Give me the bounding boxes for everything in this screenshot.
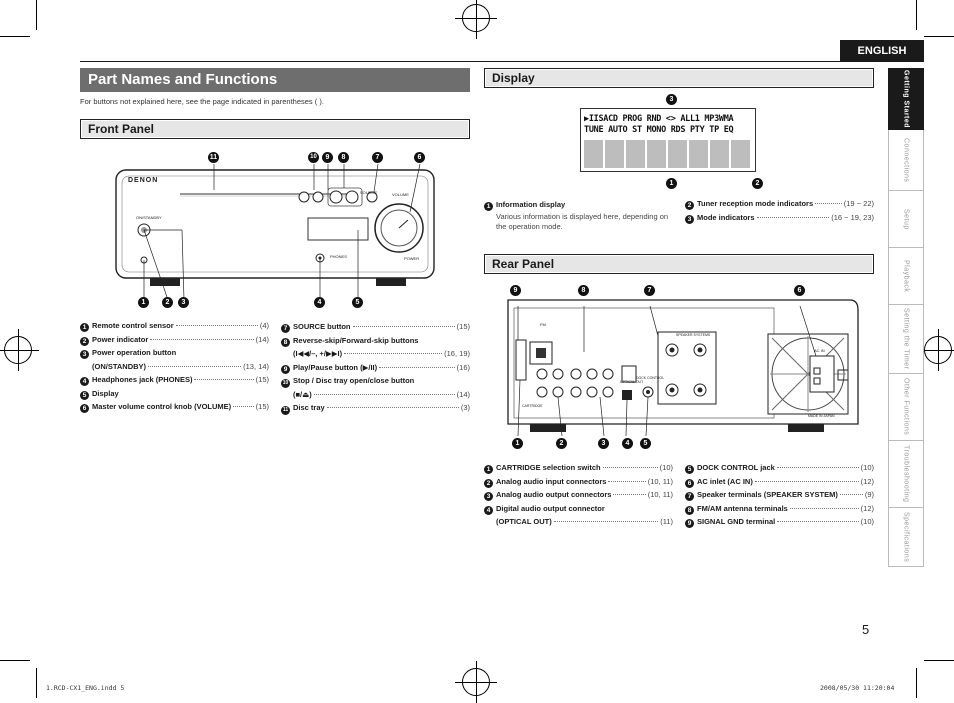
list-item: (■/⏏) (14) (293, 389, 470, 399)
list-item: 2 Tuner reception mode indicators (19 ~ 22) (685, 197, 874, 211)
display-heading: Display (484, 68, 874, 88)
power-label: POWER (404, 256, 420, 261)
list-item: 2 Power indicator (14) (80, 333, 269, 347)
callout-9: 9 (510, 285, 521, 296)
list-item: 1 CARTRIDGE selection switch (10) (484, 461, 673, 475)
side-tabs (888, 68, 924, 567)
callout-6: 6 (794, 285, 805, 296)
crop-mark (924, 660, 954, 661)
front-panel-list-left (80, 319, 269, 414)
display-list-right (685, 197, 874, 224)
callout-6: 6 (414, 152, 425, 163)
callout-8: 8 (338, 152, 349, 163)
callout-9: 9 (322, 152, 333, 163)
cartridge-label: CARTRIDGE (522, 404, 543, 408)
page-title: Part Names and Functions (80, 68, 470, 92)
volume-label: VOLUME (392, 192, 409, 197)
callout-2: 2 (556, 438, 567, 449)
callout-8: 8 (578, 285, 589, 296)
display-line-1: ▶IISACD PROG RND <> ALL1 MP3WMA (584, 114, 734, 124)
callout-2: 2 (752, 178, 763, 189)
tab-connections[interactable]: Connections (888, 130, 924, 191)
made-in-label: MADE IN JAPAN (808, 414, 835, 418)
rear-panel-illustration (500, 296, 864, 440)
registration-mark (462, 668, 490, 696)
registration-mark (462, 4, 490, 32)
callout-5: 5 (640, 438, 651, 449)
callout-4: 4 (622, 438, 633, 449)
callout-1: 1 (666, 178, 677, 189)
list-item: 3 Power operation button (80, 346, 269, 360)
display-line-2: TUNE AUTO ST MONO RDS PTY TP EQ (584, 125, 734, 135)
list-item: 6 Master volume control knob (VOLUME) (15) (80, 400, 269, 414)
callout-10: 10 (308, 152, 319, 163)
rear-panel-list-right (685, 461, 874, 529)
callout-4: 4 (314, 297, 325, 308)
callout-3: 3 (598, 438, 609, 449)
tab-setting-the-timer[interactable]: Setting the Timer (888, 305, 924, 374)
callout-5: 5 (352, 297, 363, 308)
callout-3: 3 (666, 94, 677, 105)
list-item: 9 Play/Pause button (▶/II) (16) (281, 361, 470, 375)
crop-mark (924, 36, 954, 37)
intro-text: For buttons not explained here, see the page indicated in parentheses ( ). (80, 97, 324, 106)
list-item: 10 Stop / Disc tray open/close button (282, 376, 415, 386)
crop-mark (36, 0, 37, 30)
crop-mark (916, 0, 917, 30)
list-item: 3 Analog audio output connectors (10, 11) (484, 488, 673, 502)
ac-in-label: AC IN (814, 348, 825, 353)
language-tab: ENGLISH (840, 40, 924, 62)
rear-panel-list-left (484, 461, 673, 529)
list-item: 6 AC inlet (AC IN) (12) (685, 475, 874, 489)
front-panel-heading: Front Panel (80, 119, 470, 139)
front-panel-illustration (100, 150, 460, 310)
optical-label: OPTICAL OUT (620, 380, 644, 384)
list-item: 2 Analog audio input connectors (10, 11) (484, 475, 673, 489)
list-item: 5 Display (80, 387, 269, 401)
tab-specifications[interactable]: Specifications (888, 508, 924, 567)
dock-label: DOCK CONTROL (636, 376, 665, 380)
display-list-left (484, 198, 676, 233)
callout-1: 1 (138, 297, 149, 308)
list-item: (ON/STANDBY) (13, 14) (92, 361, 269, 371)
list-item: 1 Remote control sensor (4) (80, 319, 269, 333)
page-number: 5 (862, 622, 870, 637)
phones-label: PHONES (330, 254, 347, 259)
crop-mark (916, 668, 917, 698)
list-item: 3 Mode indicators (16 ~ 19, 23) (685, 211, 874, 225)
crop-mark (0, 36, 30, 37)
list-item: 5 DOCK CONTROL jack (10) (685, 461, 874, 475)
list-item: 7 SOURCE button (15) (281, 320, 470, 334)
brand-logo: DENON (128, 177, 159, 184)
list-item: 4 Headphones jack (PHONES) (15) (80, 373, 269, 387)
tab-other-functions[interactable]: Other Functions (888, 374, 924, 441)
list-item: 8 Reverse-skip/Forward-skip buttons (281, 334, 470, 348)
registration-mark (4, 336, 32, 364)
crop-mark (0, 660, 30, 661)
speaker-systems-label: SPEAKER SYSTEMS (676, 333, 711, 337)
list-item: 1 Information display (484, 198, 676, 212)
footer-date: 2008/05/30 11:20:04 (820, 684, 895, 692)
list-item: (I◀◀/–, +/▶▶I) (16, 19) (293, 349, 470, 358)
registration-mark (924, 336, 952, 364)
front-panel-list-right (281, 320, 470, 415)
tab-setup[interactable]: Setup (888, 191, 924, 248)
list-item: 9 SIGNAL GND terminal (10) (685, 515, 874, 529)
dot-matrix-area (584, 140, 752, 168)
list-item: 7 Speaker terminals (SPEAKER SYSTEM) (9) (685, 488, 874, 502)
list-item: 11 Disc tray (3) (282, 403, 470, 413)
crop-mark (36, 668, 37, 698)
fm-label: FM (540, 322, 546, 327)
callout-11: 11 (209, 154, 218, 161)
source-label: SOURCE (360, 190, 378, 195)
tab-getting-started[interactable]: Getting Started (888, 68, 924, 130)
tab-playback[interactable]: Playback (888, 248, 924, 305)
list-item: 8 FM/AM antenna terminals (12) (685, 502, 874, 516)
callout-2: 2 (162, 297, 173, 308)
on-standby-label: ON/STANDBY (136, 215, 162, 220)
callout-7: 7 (372, 152, 383, 163)
footer-file: 1.RCD-CX1_ENG.indd 5 (46, 684, 125, 692)
callout-1: 1 (512, 438, 523, 449)
rear-panel-heading: Rear Panel (484, 254, 874, 274)
list-item: 4 Digital audio output connector (484, 502, 673, 516)
callout-7: 7 (644, 285, 655, 296)
tab-troubleshooting[interactable]: Troubleshooting (888, 441, 924, 508)
item-description: Various information is displayed here, depending on the operation mode. (496, 211, 669, 231)
callout-3: 3 (178, 297, 189, 308)
list-item: (OPTICAL OUT) (11) (496, 517, 673, 526)
header-rule (80, 61, 924, 62)
